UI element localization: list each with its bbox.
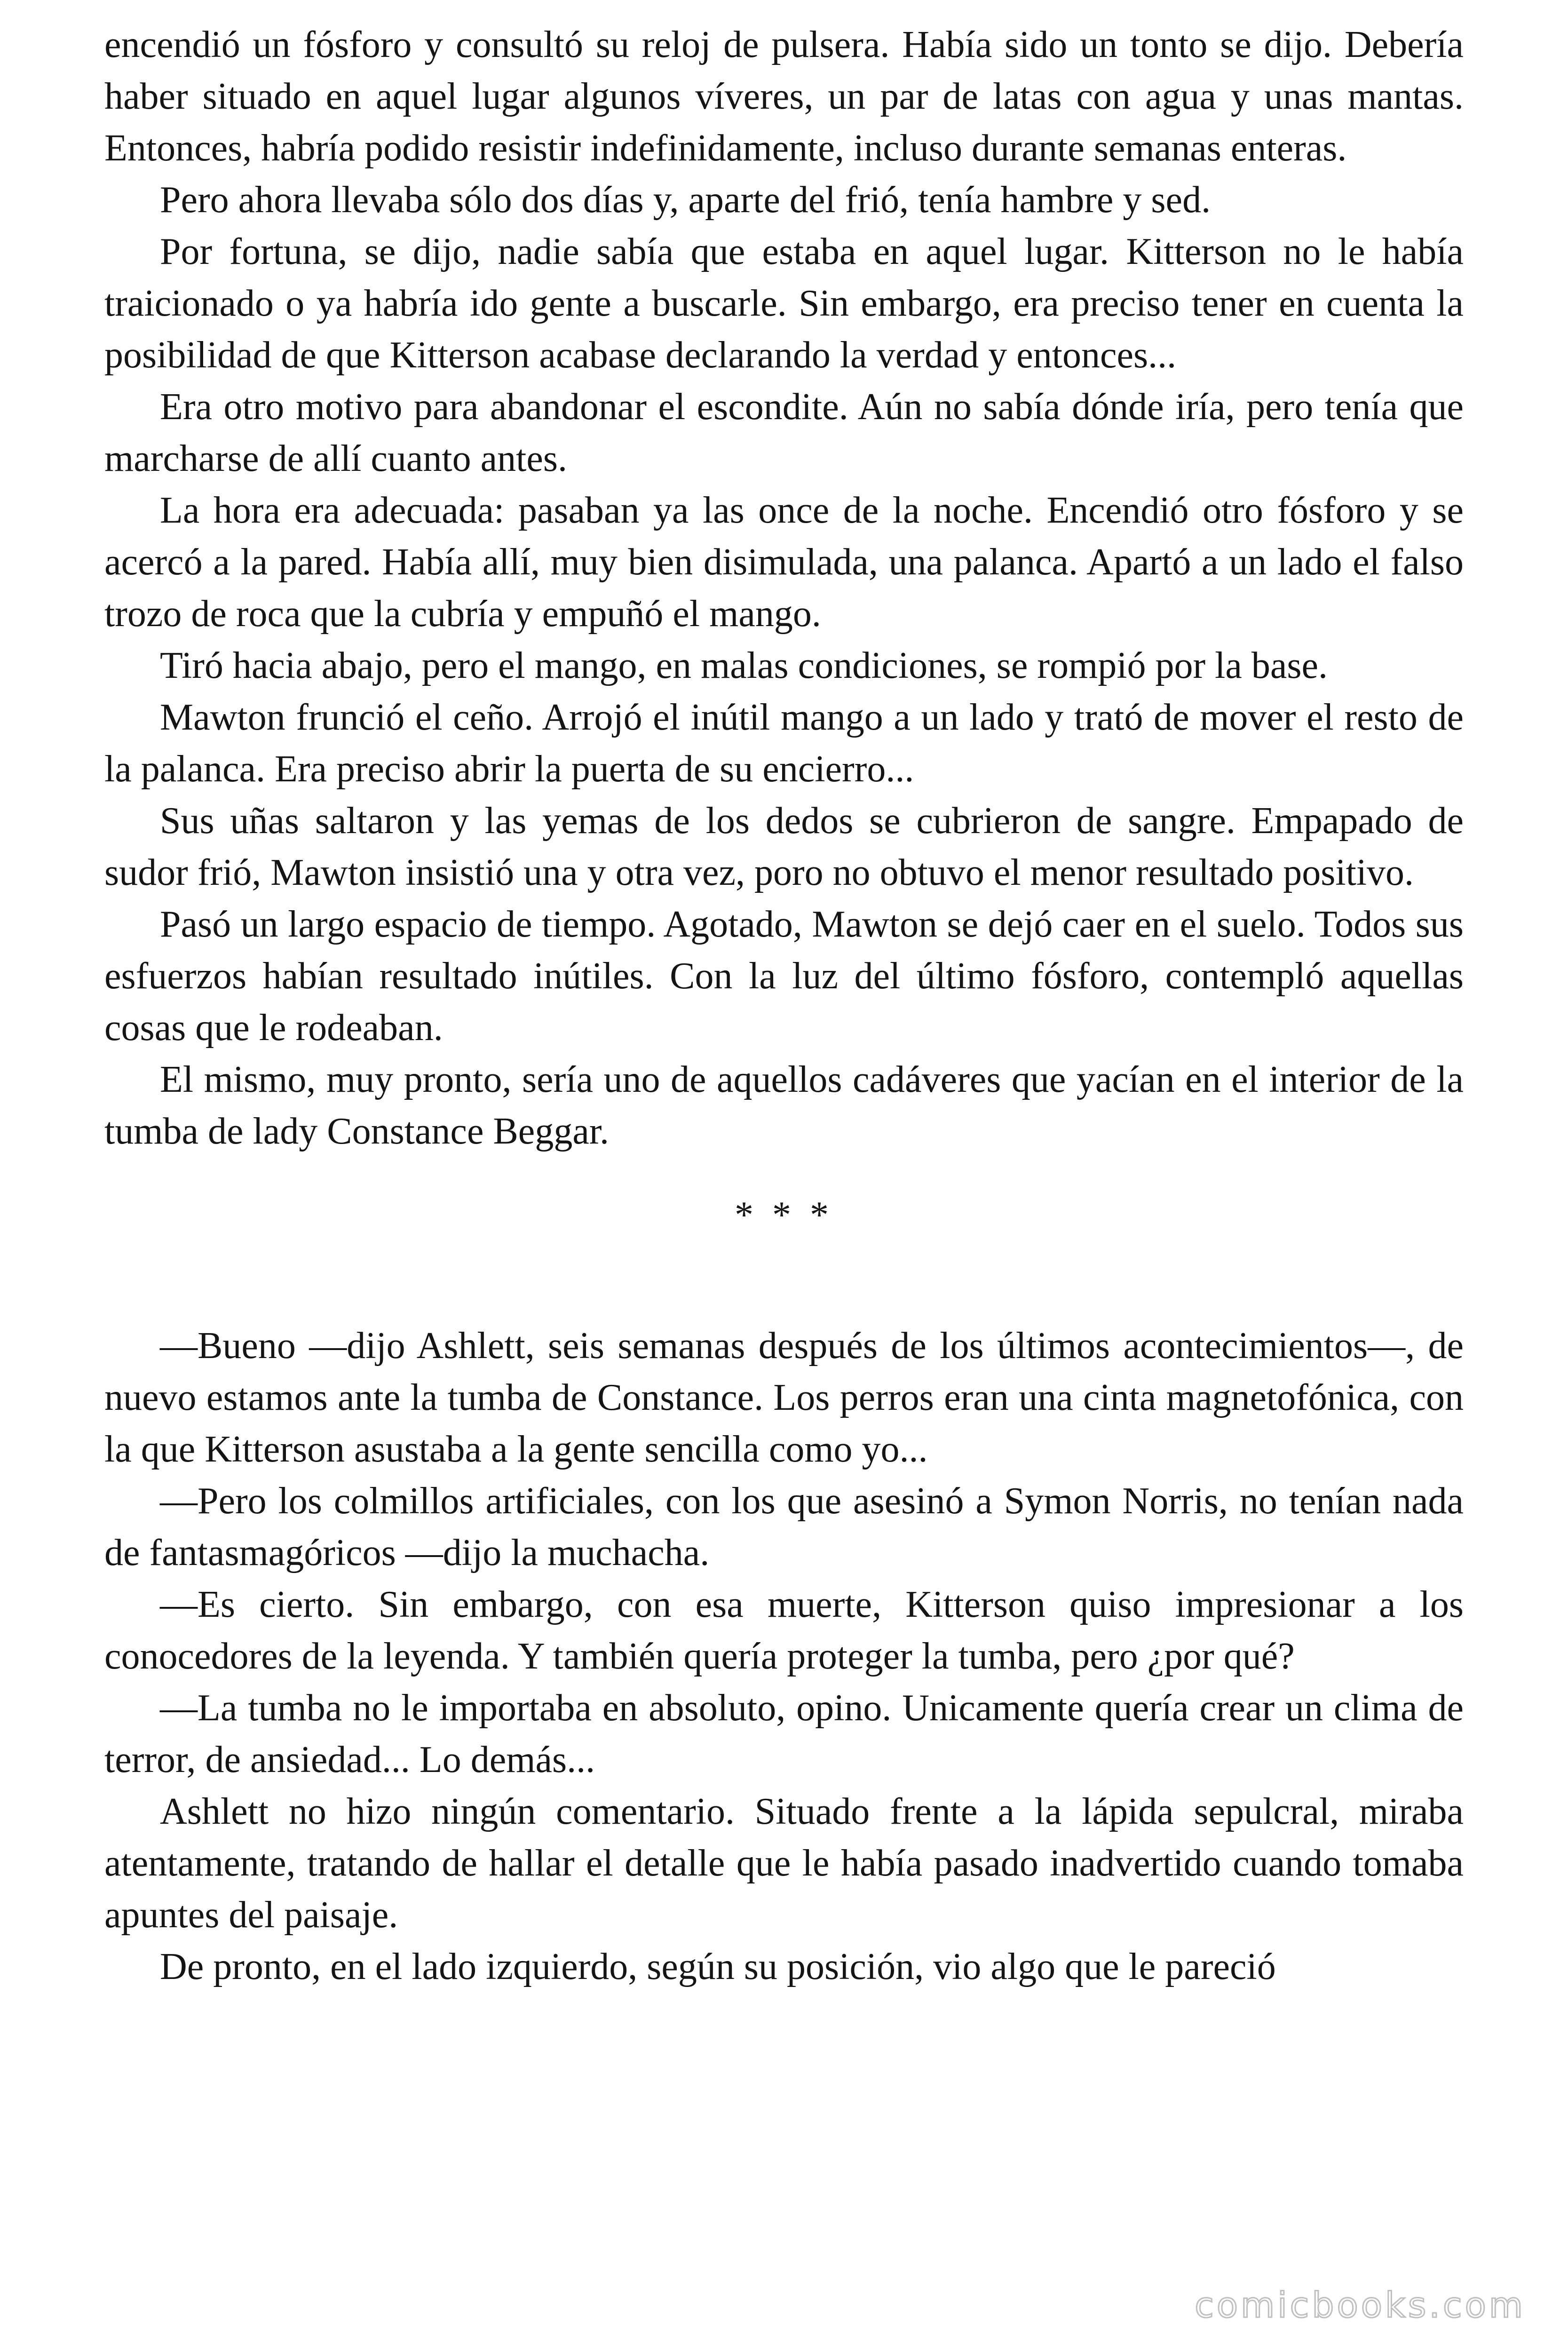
section-separator: * * * (735, 1194, 833, 1236)
paragraph: De pronto, en el lado izquierdo, según su posición, vio algo que le pareció (160, 1946, 1276, 1987)
paragraph: Por fortuna, se dijo, nadie sabía que estaba en aquel lugar. Kitterson no le había traicionado o ya habría ido gente a buscarle. Sin embargo, era preciso tener en cuenta la posibilidad de que Kitterson acabase declarando la verdad y entonces... (104, 231, 1464, 376)
watermark: comicbooks.com (1195, 2285, 1526, 2326)
paragraph: Sus uñas saltaron y las yemas de los dedos se cubrieron de sangre. Empapado de sudor frió, Mawton insistió una y otra vez, poro no obtuvo el menor resultado positivo. (104, 800, 1464, 893)
paragraph: Mawton frunció el ceño. Arrojó el inútil mango a un lado y trató de mover el resto de la palanca. Era preciso abrir la puerta de su encierro... (104, 697, 1464, 790)
section-one (104, 19, 1464, 1157)
paragraph: Tiró hacia abajo, pero el mango, en malas condiciones, se rompió por la base. (160, 645, 1328, 686)
paragraph: —Pero los colmillos artificiales, con los que asesinó a Symon Norris, no tenían nada de fantasmagóricos —dijo la muchacha. (104, 1480, 1464, 1573)
paragraph: Pasó un largo espacio de tiempo. Agotado, Mawton se dejó caer en el suelo. Todos sus esfuerzos habían resultado inútiles. Con la luz del último fósforo, contempló aquellas cosas que le rodeaban. (104, 904, 1464, 1049)
book-page (104, 19, 1464, 1993)
paragraph: La hora era adecuada: pasaban ya las once de la noche. Encendió otro fósforo y se acercó a la pared. Había allí, muy bien disimulada, una palanca. Apartó a un lado el falso trozo de roca que la cubría y empuñó el mango. (104, 490, 1464, 635)
paragraph: El mismo, muy pronto, sería uno de aquellos cadáveres que yacían en el interior de la tumba de lady Constance Beggar. (104, 1059, 1464, 1152)
paragraph: encendió un fósforo y consultó su reloj de pulsera. Había sido un tonto se dijo. Debería haber situado en aquel lugar algunos víveres, un par de latas con agua y unas mantas. Entonces, habría podido resistir indefinidamente, incluso durante semanas enteras. (104, 24, 1464, 169)
paragraph: —La tumba no le importaba en absoluto, opino. Unicamente quería crear un clima de terror, de ansiedad... Lo demás... (104, 1687, 1464, 1780)
paragraph: —Es cierto. Sin embargo, con esa muerte, Kitterson quiso impresionar a los conocedores de la leyenda. Y también quería proteger la tumba, pero ¿por qué? (104, 1584, 1464, 1677)
paragraph: —Bueno —dijo Ashlett, seis semanas después de los últimos acontecimientos—, de nuevo estamos ante la tumba de Constance. Los perros eran una cinta magnetofónica, con la que Kitterson asustaba a la gente sencilla como yo... (104, 1325, 1464, 1470)
section-two (104, 1320, 1464, 1993)
paragraph: Pero ahora llevaba sólo dos días y, aparte del frió, tenía hambre y sed. (160, 179, 1211, 221)
paragraph: Ashlett no hizo ningún comentario. Situado frente a la lápida sepulcral, miraba atentamente, tratando de hallar el detalle que le había pasado inadvertido cuando tomaba apuntes del paisaje. (104, 1791, 1464, 1936)
paragraph: Era otro motivo para abandonar el escondite. Aún no sabía dónde iría, pero tenía que marcharse de allí cuanto antes. (104, 386, 1464, 479)
